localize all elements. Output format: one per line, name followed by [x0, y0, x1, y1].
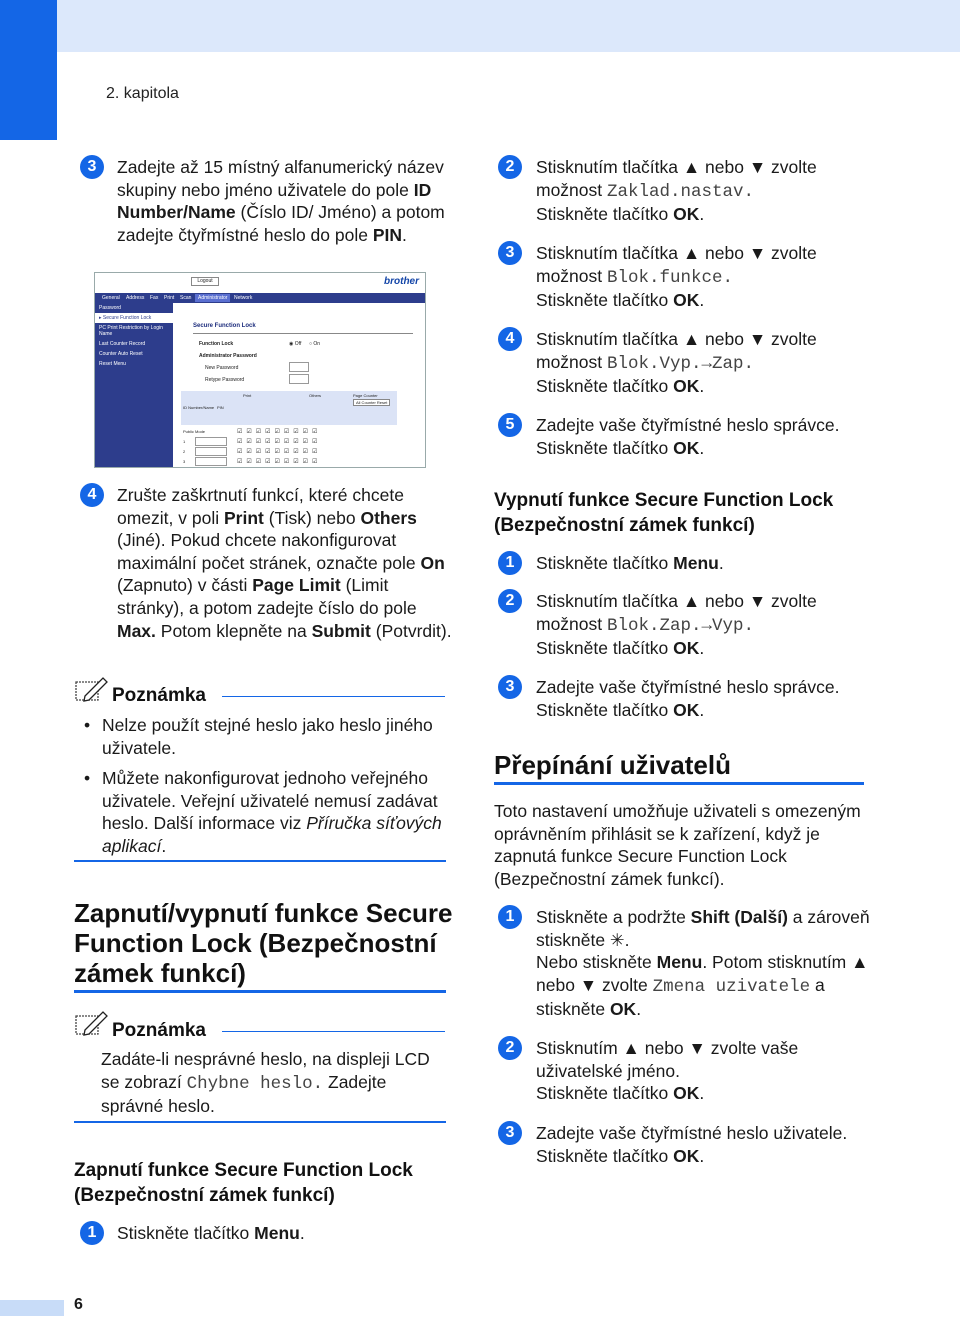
web-admin-screenshot	[94, 272, 426, 468]
switch-intro: Toto nastavení umožňuje uživateli s omezeným oprávněním přihlásit se k zařízení, když je zapnutá funkce Secure Function Lock (Bezpečnostní zámek funkcí).	[494, 801, 861, 889]
step-number: 3	[80, 155, 104, 179]
step-3-text: Stisknutím tlačítka ▲ nebo ▼ zvolte možnost Blok.funkce. Stiskněte tlačítko OK.	[536, 243, 817, 311]
tab-administrator: Administrator	[195, 294, 230, 302]
col-others: Others	[309, 393, 322, 398]
row-public-mode: Public Mode	[183, 429, 206, 434]
step-number: 2	[498, 155, 522, 179]
section-rule	[494, 782, 864, 785]
row-1: 1	[183, 439, 186, 444]
col-pin: PIN	[217, 405, 224, 410]
off-step-1-text: Stiskněte tlačítko Menu.	[536, 553, 724, 573]
section-rule	[74, 990, 446, 993]
admin-password-label: Administrator Password	[199, 353, 257, 359]
user-step-3-text: Zadejte vaše čtyřmístné heslo uživatele. Stiskněte tlačítko OK.	[536, 1123, 848, 1166]
user-step-2-text: Stisknutím ▲ nebo ▼ zvolte vaše uživatelské jméno. Stiskněte tlačítko OK.	[536, 1038, 799, 1104]
section-heading: Zapnutí/vypnutí funkce Secure Function Lock (Bezpečnostní zámek funkcí)	[74, 898, 453, 988]
name-field	[195, 447, 227, 456]
step-4-text: Zrušte zaškrtnutí funkcí, které chcete omezit, v poli Print (Tisk) nebo Others (Jiné). Pokud chcete nakonfigurovat maximální počet stránek, označte pole On (Zapnuto) v části Page Limit (Limit stránky), a potom zadejte číslo do pole Max. Potom klepněte na Submit (Potvrdit).	[117, 485, 452, 641]
col-page-counter: Page Counter	[353, 393, 378, 398]
screenshot-title: Secure Function Lock	[193, 323, 256, 329]
subsection-heading: Zapnutí funkce Secure Function Lock (Bezpečnostní zámek funkcí)	[74, 1160, 413, 1206]
user-step-1-text: Stiskněte a podržte Shift (Další) a zároveň stiskněte ✳. Nebo stiskněte Menu. Potom stisknutím ▲ nebo ▼ zvolte Zmena uzivatele a stiskněte OK.	[536, 907, 870, 1020]
note-2-text: Zadáte-li nesprávné heslo, na displeji LCD se zobrazí Chybne heslo. Zadejte správné heslo.	[101, 1049, 430, 1117]
sidebar-item: Counter Auto Reset	[99, 351, 143, 357]
col-print: Print	[243, 393, 252, 398]
step-2-text: Stisknutím tlačítka ▲ nebo ▼ zvolte možnost Zaklad.nastav. Stiskněte tlačítko OK.	[536, 157, 817, 225]
row-3: 3	[183, 459, 186, 464]
screenshot-topbar	[95, 273, 425, 291]
sidebar-item: Reset Menu	[99, 361, 126, 367]
step-number: 3	[498, 1121, 522, 1145]
screenshot-tabs	[95, 293, 425, 303]
step-4-text: Stisknutím tlačítka ▲ nebo ▼ zvolte možnost Blok.Vyp.→Zap. Stiskněte tlačítko OK.	[536, 329, 817, 397]
note-rule	[222, 696, 445, 697]
tab-fax: Fax	[150, 295, 159, 301]
section-heading: Přepínání uživatelů	[494, 750, 731, 780]
header-band	[57, 0, 960, 52]
list-item: • Můžete nakonfigurovat jednoho veřejného uživatele. Veřejní uživatelé nemusí zadávat heslo. Další informace viz Příručka síťových aplikací.	[76, 767, 448, 857]
off-step-3-text: Zadejte vaše čtyřmístné heslo správce. Stiskněte tlačítko OK.	[536, 677, 840, 720]
step-number: 1	[80, 1221, 104, 1245]
tab-scan: Scan	[180, 295, 192, 301]
brother-logo: brother	[384, 276, 419, 287]
sidebar-item: Password	[99, 305, 121, 311]
col-id: ID Number/Name	[183, 405, 215, 410]
step-1-text: Stiskněte tlačítko Menu.	[117, 1223, 305, 1243]
tab-network: Network	[234, 295, 253, 301]
new-password-field	[289, 362, 309, 372]
off-step-2-text: Stisknutím tlačítka ▲ nebo ▼ zvolte možnost Blok.Zap.→Vyp. Stiskněte tlačítko OK.	[536, 591, 817, 659]
step-number: 3	[498, 241, 522, 265]
sidebar-item: Last Counter Record	[99, 341, 146, 347]
step-number: 2	[498, 589, 522, 613]
off-radio: ◉ Off	[289, 341, 302, 347]
new-password-label: New Password	[205, 365, 239, 371]
step-number: 4	[80, 483, 104, 507]
note-pencil-icon	[75, 1010, 109, 1036]
all-counter-reset-button: All Counter Reset	[353, 399, 390, 406]
chapter-label: 2. kapitola	[106, 85, 179, 102]
tab-general: General	[102, 295, 120, 301]
note-bottom-rule	[74, 1121, 446, 1123]
screenshot-sidebar	[95, 303, 173, 467]
list-item: • Nelze použít stejné heslo jako heslo jiného uživatele.	[76, 714, 448, 759]
note-rule	[222, 1031, 445, 1032]
tab-print: Print	[164, 295, 175, 301]
screenshot-table	[181, 391, 397, 467]
step-number: 2	[498, 1036, 522, 1060]
step-number: 4	[498, 327, 522, 351]
chapter-tab	[0, 0, 57, 140]
step-number: 3	[498, 675, 522, 699]
note-title: Poznámka	[112, 685, 206, 706]
note-1-list	[76, 714, 448, 866]
name-field	[195, 457, 227, 466]
logout-button: Logout	[191, 277, 219, 286]
sidebar-item: PC Print Restriction by Login Name	[99, 325, 163, 337]
row-2: 2	[183, 449, 186, 454]
step-number: 1	[498, 905, 522, 929]
sidebar-item-active: ▸ Secure Function Lock	[95, 313, 173, 323]
note-pencil-icon	[75, 676, 109, 702]
on-radio: ○ On	[309, 341, 321, 347]
subsection-heading: Vypnutí funkce Secure Function Lock (Bezpečnostní zámek funkcí)	[494, 490, 834, 536]
divider	[193, 333, 413, 334]
tab-address: Address	[126, 295, 145, 301]
retype-password-label: Retype Password	[205, 377, 245, 383]
note-title: Poznámka	[112, 1020, 206, 1041]
footer-band	[0, 1300, 64, 1316]
name-field	[195, 437, 227, 446]
step-number: 1	[498, 551, 522, 575]
step-number: 5	[498, 413, 522, 437]
function-lock-label: Function Lock	[199, 341, 234, 347]
page-number: 6	[74, 1296, 83, 1313]
retype-password-field	[289, 374, 309, 384]
step-5-text: Zadejte vaše čtyřmístné heslo správce. Stiskněte tlačítko OK.	[536, 415, 840, 458]
checkbox-grid: ☑☑☑☑☑☑☑☑☑ ☑☑☑☑☑☑☑☑☑ ☑☑☑☑☑☑☑☑☑ ☑☑☑☑☑☑☑☑☑	[237, 429, 322, 465]
step-3-text: Zadejte až 15 místný alfanumerický název skupiny nebo jméno uživatele do pole ID Number/Name (Číslo ID/ Jméno) a potom zadejte čtyřmístné heslo do pole PIN.	[117, 157, 445, 245]
note-bottom-rule	[74, 860, 446, 862]
